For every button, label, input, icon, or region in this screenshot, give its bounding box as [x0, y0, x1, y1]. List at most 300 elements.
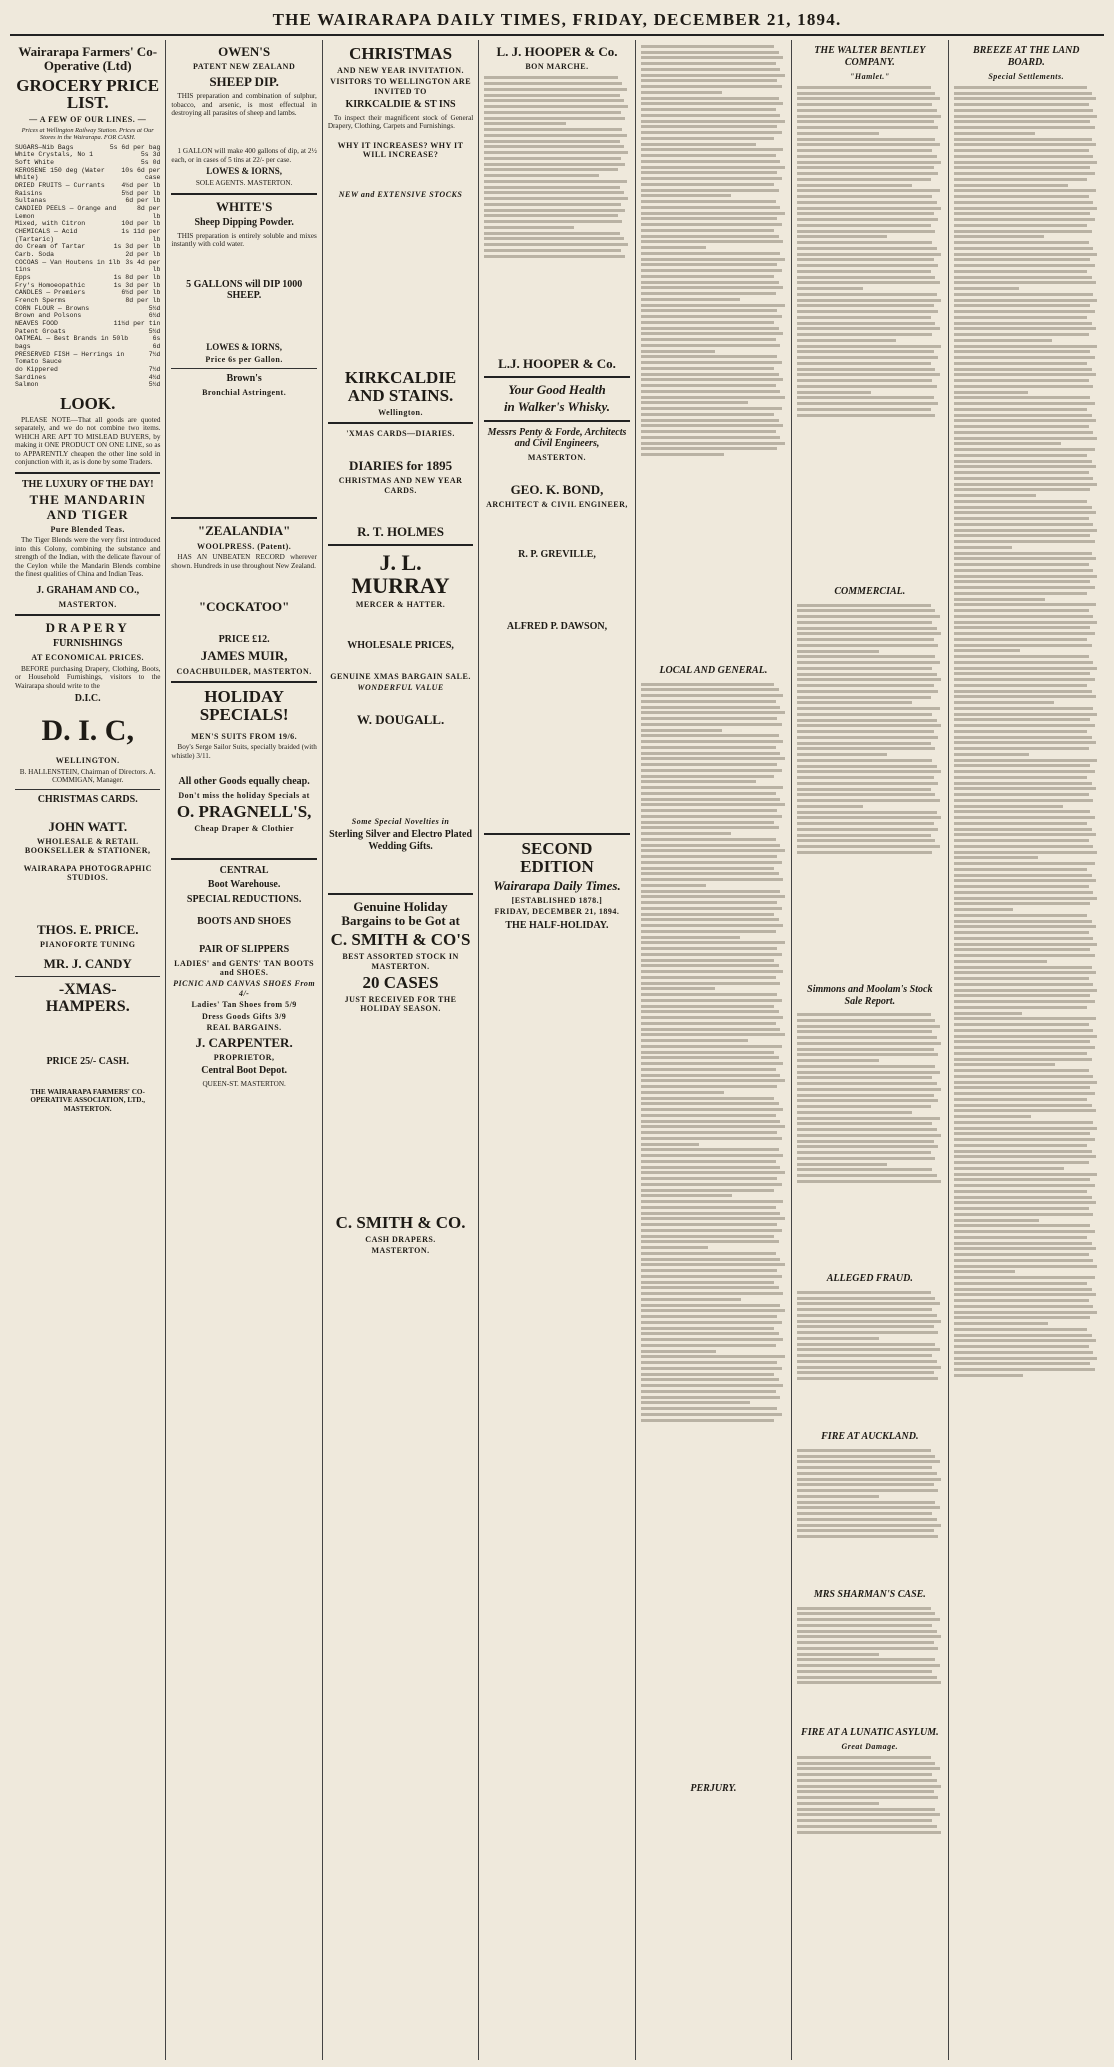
text-line	[954, 442, 1062, 445]
divider	[328, 544, 473, 546]
text-line	[954, 655, 1089, 658]
text-line	[641, 1344, 776, 1347]
text-line	[797, 1065, 935, 1068]
text-line	[954, 230, 1092, 233]
text-line	[797, 276, 935, 279]
divider	[15, 614, 160, 616]
text-line	[954, 931, 1089, 934]
text-line	[797, 805, 862, 808]
text-line	[641, 821, 775, 824]
text-line	[797, 701, 912, 704]
text-line	[954, 460, 1092, 463]
text-line	[954, 649, 1021, 652]
text-line	[954, 1012, 1022, 1015]
text-line	[641, 137, 775, 140]
text-line	[797, 667, 932, 670]
text-line	[641, 987, 715, 990]
text-line	[954, 1219, 1040, 1222]
dic-text: BEFORE purchasing Drapery, Clothing, Boots, or Household Furnishings, visitors to the Wairarapa should write to the	[15, 664, 161, 690]
text-line	[641, 683, 775, 686]
text-line	[797, 155, 937, 158]
text-line	[641, 1177, 778, 1180]
text-line	[954, 345, 1098, 348]
text-line	[641, 688, 779, 691]
text-line	[484, 226, 574, 229]
text-line	[954, 1138, 1095, 1141]
text-line	[641, 1275, 782, 1278]
text-line	[954, 1374, 1024, 1377]
text-line	[641, 809, 778, 812]
text-line	[641, 413, 775, 416]
photo-heading: WAIRARAPA PHOTOGRAPHIC STUDIOS.	[23, 863, 152, 883]
text-line	[797, 1094, 934, 1097]
text-line	[641, 1298, 741, 1301]
asylum-fire: FIRE AT A LUNATIC ASYLUM.	[801, 1726, 939, 1738]
text-line	[797, 782, 938, 785]
wholesale-prices: WHOLESALE PRICES,	[347, 639, 454, 651]
text-line	[797, 1647, 938, 1650]
text-line	[954, 1270, 1015, 1273]
text-line	[797, 1348, 940, 1351]
price-value: 5s 6d per bag	[109, 143, 161, 151]
text-line	[954, 1351, 1094, 1354]
text-line	[797, 1472, 937, 1475]
text-line	[641, 1332, 779, 1335]
text-line	[641, 872, 779, 875]
text-line	[641, 332, 784, 335]
text-line	[954, 874, 1092, 877]
text-line	[641, 223, 782, 226]
column-3	[323, 40, 479, 2060]
text-line	[641, 918, 779, 921]
fire-auckland: FIRE AT AUCKLAND.	[821, 1431, 919, 1443]
text-line	[797, 1825, 937, 1828]
text-line	[797, 1360, 937, 1363]
text-line	[797, 189, 940, 192]
text-line	[954, 304, 1091, 307]
text-line	[484, 168, 618, 171]
text-line	[641, 1401, 750, 1404]
text-line	[954, 586, 1095, 589]
text-line	[954, 178, 1088, 181]
text-line	[954, 1104, 1092, 1107]
visitors: VISITORS TO WELLINGTON ARE INVITED TO	[330, 77, 472, 96]
smith-big: C. SMITH & CO.	[335, 1212, 466, 1232]
price-item: Fry's Homoeopathic	[15, 281, 86, 289]
text-line	[954, 477, 1094, 480]
browns-heading: Brown's	[226, 373, 262, 385]
text-line	[954, 1161, 1089, 1164]
text-line	[641, 355, 778, 358]
text-line	[797, 1501, 935, 1504]
text-line	[797, 1460, 940, 1463]
text-line	[797, 126, 938, 129]
text-line	[641, 194, 731, 197]
text-line	[954, 120, 1091, 123]
text-line	[641, 131, 782, 134]
penty-heading: Messrs Penty & Forde, Architects and Civil Engineers,	[487, 426, 627, 450]
text-line	[797, 1641, 934, 1644]
text-line	[797, 736, 938, 739]
text-line	[954, 523, 1094, 526]
text-line	[797, 1607, 931, 1610]
text-line	[641, 447, 778, 450]
text-line	[484, 151, 628, 154]
text-line	[954, 1144, 1088, 1147]
text-line	[954, 132, 1035, 135]
divider	[328, 893, 473, 895]
text-line	[484, 203, 621, 206]
text-line	[954, 1040, 1091, 1043]
holiday-bargains: Genuine Holiday Bargains to be Got at	[341, 898, 460, 929]
text-line	[641, 1189, 775, 1192]
text-line	[797, 644, 938, 647]
dawson-heading: ALFRED P. DAWSON,	[506, 621, 608, 633]
text-line	[641, 407, 782, 410]
text-line	[641, 1286, 779, 1289]
depot-town: QUEEN-ST. MASTERTON.	[202, 1080, 286, 1089]
text-line	[797, 1449, 931, 1452]
text-line	[484, 134, 627, 137]
text-line	[641, 1108, 784, 1111]
text-line	[797, 822, 934, 825]
text-line	[484, 163, 625, 166]
text-line	[797, 373, 940, 376]
text-line	[797, 696, 931, 699]
text-line	[797, 1495, 878, 1498]
white-heading: WHITE'S	[215, 198, 273, 214]
text-line	[797, 224, 931, 227]
text-line	[641, 849, 785, 852]
kirkcaldie-stains: KIRKCALDIE AND STAINS.	[344, 368, 457, 406]
text-line	[797, 258, 934, 261]
price-value: 4½d	[148, 373, 161, 381]
price-row	[15, 167, 160, 182]
text-line	[641, 102, 784, 105]
text-line	[954, 718, 1091, 721]
text-line	[641, 1281, 775, 1284]
dic-name: D.I.C.	[74, 693, 101, 705]
text-line	[797, 1779, 937, 1782]
column-5	[636, 40, 792, 2060]
text-line	[484, 122, 565, 125]
text-line	[954, 701, 1054, 704]
text-line	[797, 1813, 940, 1816]
text-line	[641, 1413, 782, 1416]
price-row	[15, 259, 160, 274]
text-line	[641, 378, 784, 381]
price-item: French Sperms	[15, 296, 66, 304]
dougall-heading: W. DOUGALL.	[356, 711, 445, 727]
special-reductions: SPECIAL REDUCTIONS.	[186, 894, 302, 906]
price-row	[15, 197, 160, 205]
wellington: Wellington.	[378, 407, 423, 417]
text-line	[641, 941, 785, 944]
text-line	[641, 442, 785, 445]
text-line	[954, 310, 1095, 313]
why-increase: WHY IT INCREASES? WHY IT WILL INCREASE?	[337, 140, 464, 160]
text-line	[641, 120, 785, 123]
text-line	[641, 1091, 724, 1094]
text-line	[641, 206, 781, 209]
text-line	[797, 138, 935, 141]
white-sub: Sheep Dipping Powder.	[194, 216, 294, 228]
price-row	[15, 190, 160, 198]
text-line	[797, 724, 941, 727]
xmas-cards: 'XMAS CARDS—DIARIES.	[346, 429, 455, 439]
text-line	[954, 247, 1094, 250]
text-line	[797, 1658, 935, 1661]
text-line	[954, 937, 1094, 940]
text-line	[954, 155, 1094, 158]
text-line	[954, 753, 1030, 756]
luxury-heading: THE LUXURY OF THE DAY!	[21, 478, 154, 490]
price-value: 1s 11d per lb	[121, 228, 161, 243]
smith-town: MASTERTON.	[371, 1246, 430, 1256]
text-line	[954, 356, 1095, 359]
boys-suits: Boy's Serge Sailor Suits, specially braided (with whistle) 3/11.	[171, 743, 317, 760]
text-line	[954, 1282, 1088, 1285]
price-item: CANDIED PEELS — Orange and Lemon	[15, 205, 117, 220]
text-line	[641, 769, 782, 772]
text-line	[954, 977, 1089, 980]
text-line	[954, 994, 1091, 997]
hooper-heading: L. J. HOOPER & Co.	[496, 44, 618, 59]
text-line	[641, 1016, 784, 1019]
text-line	[797, 655, 935, 658]
text-line	[954, 276, 1092, 279]
text-line	[797, 811, 937, 814]
fraud-text	[797, 1288, 942, 1428]
text-line	[641, 936, 740, 939]
text-line	[797, 166, 934, 169]
price-item: KEROSENE 150 deg (Water White)	[15, 166, 105, 182]
text-line	[954, 86, 1088, 89]
price-value: 7½d	[148, 365, 161, 373]
text-line	[797, 270, 931, 273]
text-line	[954, 1276, 1095, 1279]
settlements: Special Settlements.	[988, 71, 1065, 81]
text-line	[954, 379, 1089, 382]
text-line	[954, 621, 1098, 624]
price-item: Raisins	[15, 189, 43, 197]
text-line	[954, 776, 1088, 779]
text-line	[797, 1524, 941, 1527]
text-line	[954, 1023, 1089, 1026]
text-line	[641, 803, 785, 806]
text-line	[954, 166, 1091, 169]
price-item: Sardines	[15, 373, 47, 381]
xmas-bargain: GENUINE XMAS BARGAIN SALE.	[330, 671, 471, 681]
text-line	[641, 1056, 779, 1059]
price-row	[15, 151, 160, 159]
text-line	[797, 178, 931, 181]
text-line	[797, 143, 940, 146]
text-line	[954, 638, 1088, 641]
text-line	[484, 128, 622, 131]
text-line	[641, 1033, 785, 1036]
text-line	[641, 1200, 784, 1203]
text-line	[797, 1059, 878, 1062]
text-line	[641, 907, 782, 910]
price-item: Salmon	[15, 381, 39, 389]
text-line	[797, 793, 935, 796]
owen-heading: OWEN'S	[218, 44, 271, 59]
text-line	[641, 166, 785, 169]
text-line	[641, 999, 782, 1002]
text-line	[797, 828, 938, 831]
text-line	[797, 1767, 940, 1770]
text-line	[954, 1236, 1088, 1239]
text-line	[641, 878, 784, 881]
text-line	[641, 1154, 784, 1157]
paper-title: Wairarapa Daily Times.	[493, 877, 621, 893]
text-line	[797, 1331, 938, 1334]
text-line	[797, 1302, 940, 1305]
text-line	[954, 437, 1098, 440]
text-line	[641, 1062, 784, 1065]
price-value: 8d per lb	[137, 205, 161, 220]
text-line	[954, 1115, 1031, 1118]
text-line	[954, 1311, 1098, 1314]
price-item: Carb. Soda	[15, 251, 55, 258]
text-line	[954, 1213, 1094, 1216]
few-lines: — A FEW OF OUR LINES. —	[29, 115, 147, 125]
text-line	[954, 1247, 1097, 1250]
text-line	[797, 1019, 935, 1022]
lowes-agent: LOWES & IORNS,	[206, 342, 283, 353]
dress-goods: Dress Goods Gifts 3/9	[201, 1011, 287, 1021]
text-line	[954, 747, 1089, 750]
mens-suits: MEN'S SUITS FROM 19/6.	[191, 731, 298, 741]
text-line	[797, 391, 871, 394]
text-line	[641, 85, 782, 88]
text-line	[641, 752, 781, 755]
text-line	[797, 218, 938, 221]
text-line	[484, 220, 622, 223]
text-line	[641, 890, 781, 893]
text-line	[954, 661, 1094, 664]
text-line	[641, 97, 779, 100]
text-line	[954, 770, 1095, 773]
text-line	[797, 235, 887, 238]
bentley-heading: THE WALTER BENTLEY COMPANY.	[814, 45, 926, 68]
hooper-text	[484, 74, 629, 354]
text-line	[797, 1163, 887, 1166]
divider	[15, 472, 160, 474]
text-line	[954, 805, 1063, 808]
text-line	[484, 191, 624, 194]
holmes-heading: R. T. HOLMES	[357, 523, 445, 539]
text-line	[641, 1258, 781, 1261]
text-line	[954, 293, 1094, 296]
text-line	[641, 861, 782, 864]
bentley-text	[797, 83, 942, 583]
text-line	[954, 184, 1069, 187]
text-line	[797, 212, 934, 215]
divider	[15, 789, 160, 790]
text-line	[641, 1137, 782, 1140]
text-line	[954, 218, 1095, 221]
text-line	[954, 954, 1095, 957]
price-value: 7½d	[148, 350, 161, 358]
text-line	[641, 1396, 781, 1399]
text-line	[797, 627, 937, 630]
look-heading: LOOK.	[60, 393, 116, 413]
piano-tuning: PIANOFORTE TUNING	[40, 939, 136, 949]
text-line	[954, 281, 1097, 284]
text-line	[954, 799, 1094, 802]
text-line	[797, 1796, 938, 1799]
text-line	[641, 1005, 775, 1008]
text-line	[954, 425, 1089, 428]
text-line	[641, 56, 784, 59]
graham-agent: J. GRAHAM AND CO.,	[36, 584, 140, 596]
price-value: 6s 6d	[152, 335, 161, 350]
smith-heading: C. SMITH & CO'S	[330, 930, 471, 950]
text-line	[641, 786, 784, 789]
text-line	[641, 177, 782, 180]
text-line	[954, 810, 1091, 813]
column-1	[10, 40, 166, 2060]
commercial-text	[797, 601, 942, 981]
boot-warehouse: Boot Warehouse.	[207, 879, 281, 891]
text-line	[954, 1092, 1095, 1095]
text-line	[641, 970, 784, 973]
text-line	[797, 1535, 938, 1538]
text-line	[641, 982, 781, 985]
stock-sale: Simmons and Moolam's Stock Sale Report.	[807, 983, 933, 1007]
text-line	[641, 361, 782, 364]
text-line	[641, 45, 775, 48]
column-7	[949, 40, 1104, 2060]
price-item: OATMEAL — Best Brands in 50lb bags	[15, 335, 129, 350]
text-line	[954, 609, 1089, 612]
price-value: 1s 8d per lb	[113, 273, 161, 281]
text-line	[641, 1166, 781, 1169]
text-line	[641, 1350, 717, 1353]
text-line	[954, 925, 1097, 928]
text-line	[641, 1074, 781, 1077]
text-line	[797, 730, 934, 733]
text-line	[954, 258, 1091, 261]
text-line	[954, 540, 1095, 543]
text-line	[954, 1265, 1098, 1268]
text-line	[954, 1086, 1091, 1089]
text-line	[954, 914, 1088, 917]
text-line	[641, 924, 784, 927]
text-line	[954, 500, 1088, 503]
james-muir: JAMES MUIR,	[200, 648, 288, 664]
text-line	[954, 563, 1089, 566]
text-line	[641, 1338, 784, 1341]
text-line	[641, 832, 731, 835]
text-line	[797, 690, 938, 693]
text-line	[954, 115, 1098, 118]
text-line	[797, 1111, 912, 1114]
price-value: 3s 4d per lb	[125, 258, 161, 274]
text-line	[954, 253, 1098, 256]
text-line	[641, 953, 782, 956]
text-line	[797, 1082, 937, 1085]
text-line	[954, 1339, 1097, 1342]
text-line	[954, 592, 1088, 595]
dic-names: B. HALLENSTEIN, Chairman of Directors. A. COMMIGAN, Manager.	[19, 767, 156, 785]
text-line	[797, 1140, 934, 1143]
text-line	[954, 736, 1092, 739]
text-line	[641, 1263, 785, 1266]
text-line	[641, 930, 776, 933]
